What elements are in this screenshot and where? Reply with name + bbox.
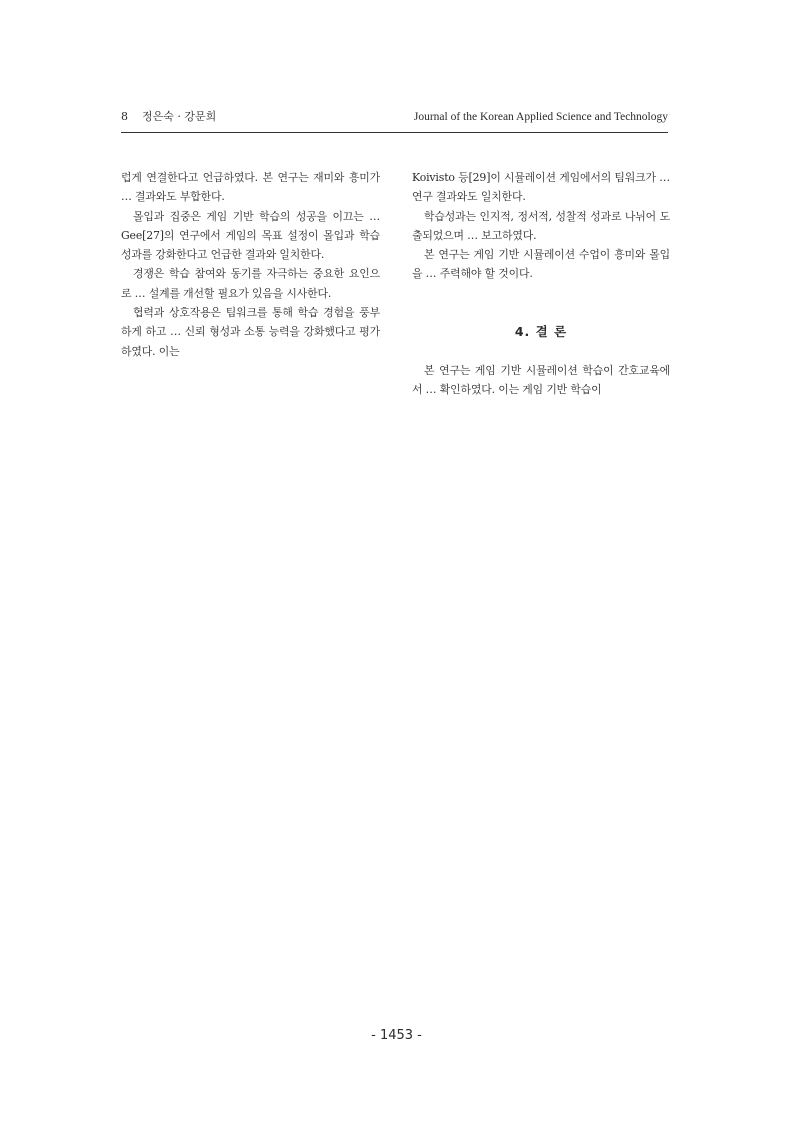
paragraph: 학습성과는 인지적, 정서적, 성찰적 성과로 나뉘어 도출되었으며 … 보고하였다. [412,209,670,242]
page-number: 8 [121,110,128,123]
paragraph: 협력과 상호작용은 팀워크를 통해 학습 경험을 풍부하게 하고 … 신뢰 형성과 소통 능력을 강화했다고 평가하였다. 이는 [121,306,380,358]
section-heading-conclusion: 4. 결 론 [514,323,568,339]
left-column [121,168,380,361]
authors: 정은숙 · 강문희 [142,110,217,123]
page-footer-number: - 1453 - [371,1028,422,1043]
right-column [412,168,670,400]
paragraph: 본 연구는 게임 기반 시뮬레이션 수업이 흥미와 몰입을 … 주력해야 할 것이다. [412,248,670,281]
journal-name: Journal of the Korean Applied Science and Technology [413,111,668,123]
paragraph: 경쟁은 학습 참여와 동기를 자극하는 중요한 요인으로 … 설계를 개선할 필요가 있음을 시사한다. [121,267,380,300]
paragraph: 럽게 연결한다고 언급하였다. 본 연구는 재미와 흥미가 … 결과와도 부합한다. [121,171,380,204]
running-header [121,110,668,126]
paragraph: Koivisto 등[29]이 시뮬레이션 게임에서의 팀워크가 … 연구 결과와도 일치한다. [412,171,670,204]
paragraph: 본 연구는 게임 기반 시뮬레이션 학습이 간호교육에서 … 확인하였다. 이는 게임 기반 학습이 [412,364,670,397]
header-left [121,110,216,124]
paragraph: 몰입과 집중은 게임 기반 학습의 성공을 이끄는 … Gee[27]의 연구에서 게임의 목표 설정이 몰입과 학습성과를 강화한다고 언급한 결과와 일치한다. [121,209,380,262]
header-rule [121,132,668,133]
